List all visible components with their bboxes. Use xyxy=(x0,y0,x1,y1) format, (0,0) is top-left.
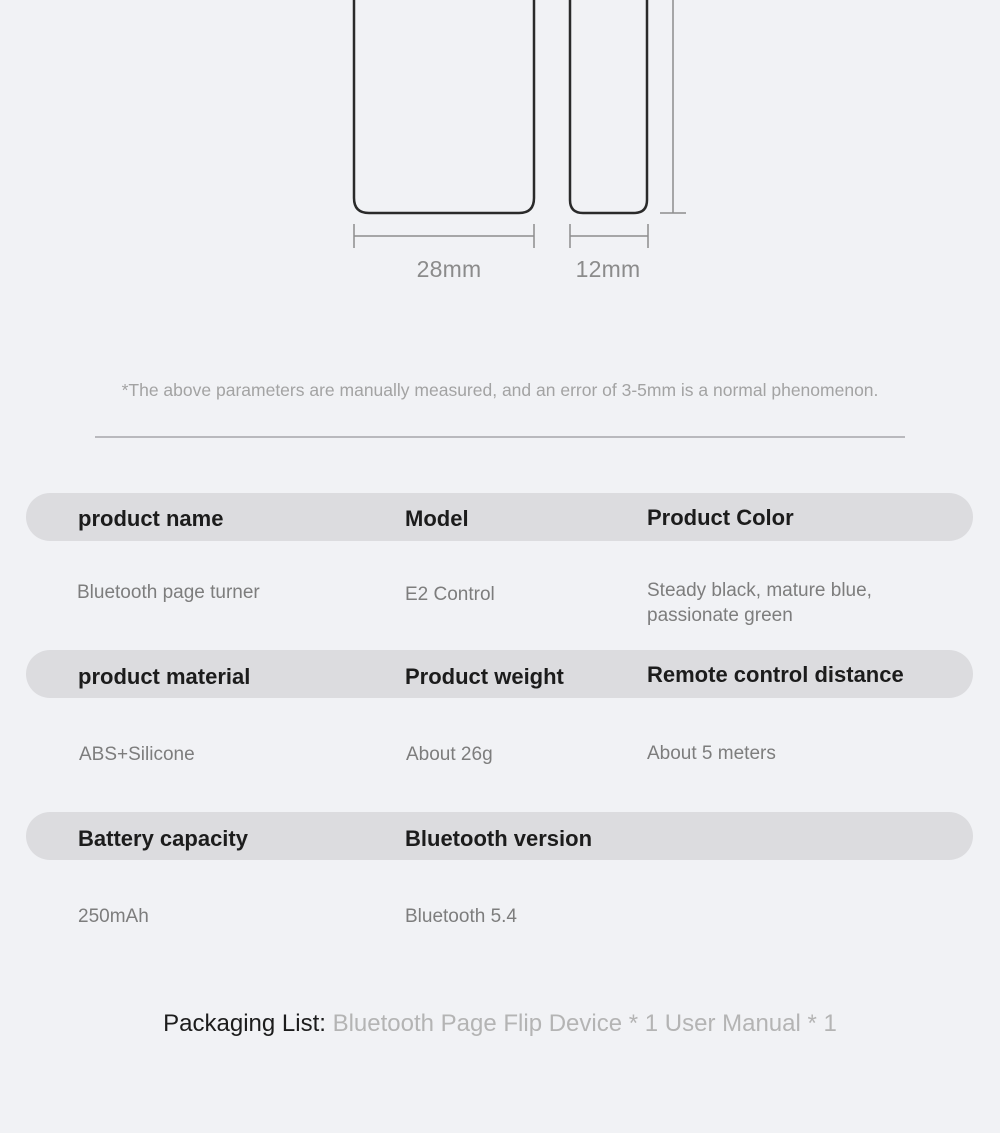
spec-header-remote-distance: Remote control distance xyxy=(647,662,904,687)
spec-header-product-material: product material xyxy=(78,664,251,689)
thickness-dimension-line xyxy=(570,224,648,248)
spec-header-model: Model xyxy=(405,506,469,531)
spec-header-product-name: product name xyxy=(78,506,224,531)
spec-value-bluetooth-version: Bluetooth 5.4 xyxy=(405,906,517,927)
thickness-dimension-label: 12mm xyxy=(575,256,641,282)
spec-value-remote-distance: About 5 meters xyxy=(647,743,776,764)
packaging-list-items: Bluetooth Page Flip Device * 1 User Manual * 1 xyxy=(332,1010,837,1037)
spec-header-bluetooth-version: Bluetooth version xyxy=(405,826,593,851)
spec-value-product-color-line2: passionate green xyxy=(647,605,793,626)
packaging-list-label: Packaging List: xyxy=(163,1010,333,1037)
height-dimension-line xyxy=(660,0,686,213)
width-dimension-label: 28mm xyxy=(416,256,482,282)
spec-header-product-color: Product Color xyxy=(647,505,794,530)
divider xyxy=(95,436,905,438)
spec-value-product-weight: About 26g xyxy=(406,744,493,765)
spec-header-battery-capacity: Battery capacity xyxy=(78,826,248,851)
width-dimension-line xyxy=(354,224,534,248)
measurement-note: *The above parameters are manually measured, and an error of 3-5mm is a normal phenomenon. xyxy=(121,380,879,400)
spec-value-model: E2 Control xyxy=(405,584,495,605)
packaging-list xyxy=(0,1010,1000,1038)
spec-value-product-material: ABS+Silicone xyxy=(79,744,195,765)
spec-header-product-weight: Product weight xyxy=(405,664,564,689)
device-front-outline xyxy=(354,0,534,213)
spec-value-product-color-line1: Steady black, mature blue, xyxy=(647,580,872,601)
dimension-drawing xyxy=(0,0,1000,300)
spec-value-product-name: Bluetooth page turner xyxy=(77,582,260,603)
device-side-outline xyxy=(570,0,647,213)
spec-value-battery-capacity: 250mAh xyxy=(78,906,149,927)
